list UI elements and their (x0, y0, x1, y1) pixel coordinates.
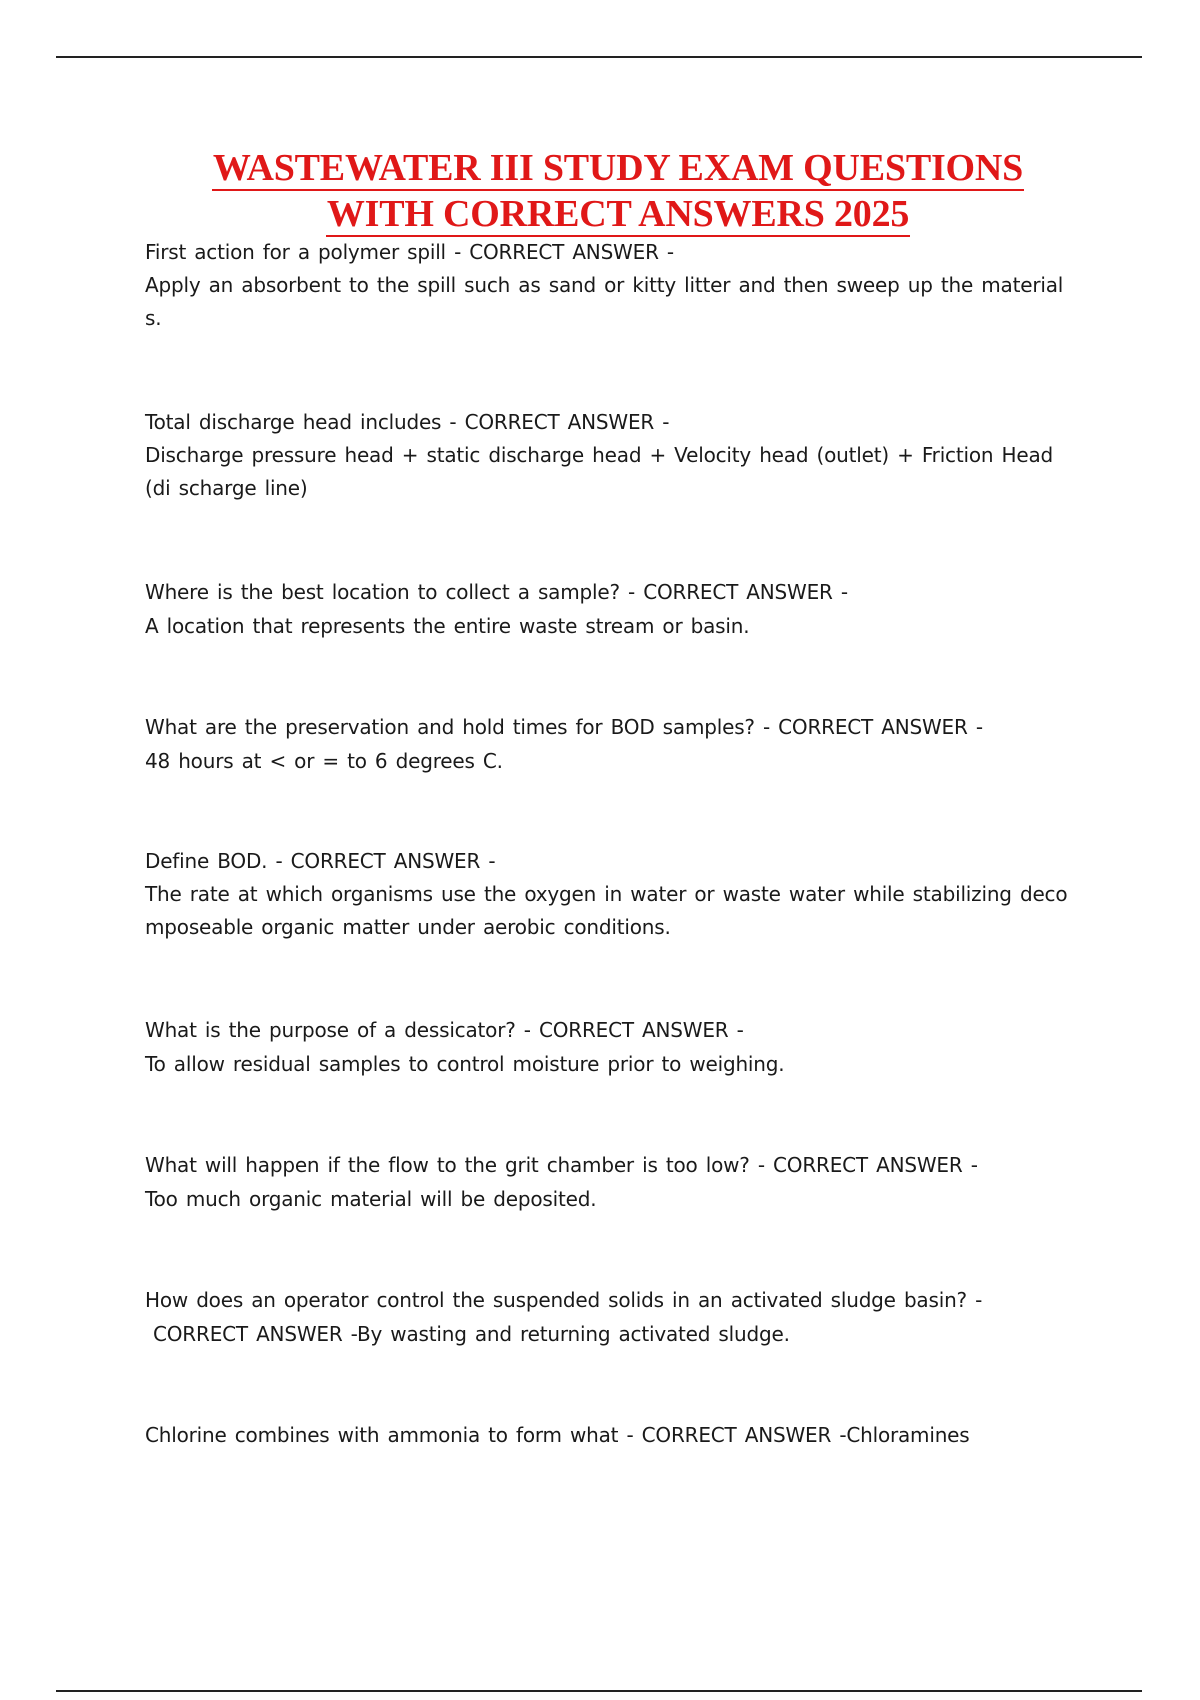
title-line-1: WASTEWATER III STUDY EXAM QUESTIONS (212, 147, 1024, 189)
qa-item (145, 405, 1080, 505)
qa-item (145, 575, 1080, 643)
question-text: What are the preservation and hold times for BOD samples? - CORRECT ANSWER - (145, 715, 983, 739)
answer-text: Apply an absorbent to the spill such as sand or kitty litter and then sweep up the material s. (145, 273, 1064, 330)
answer-text: Too much organic material will be deposited. (145, 1187, 597, 1211)
question-text: Chlorine combines with ammonia to form what - CORRECT ANSWER -Chloramines (145, 1423, 970, 1447)
qa-item (145, 844, 1080, 944)
question-text: What will happen if the flow to the grit chamber is too low? - CORRECT ANSWER - (145, 1153, 978, 1177)
answer-text: 48 hours at < or = to 6 degrees C. (145, 749, 503, 773)
answer-text: CORRECT ANSWER -By wasting and returning activated sludge. (153, 1322, 790, 1346)
answer-text: The rate at which organisms use the oxygen in water or waste water while stabilizing deco mposeable organic matter under aerobic conditions. (145, 882, 1068, 939)
qa-item (145, 1013, 1080, 1081)
qa-item (145, 1418, 1080, 1452)
question-text: Where is the best location to collect a sample? - CORRECT ANSWER - (145, 580, 848, 604)
qa-item (145, 710, 1080, 778)
answer-text: Discharge pressure head + static discharge head + Velocity head (outlet) + Friction Head (di scharge line) (145, 443, 1054, 500)
question-text: Total discharge head includes - CORRECT ANSWER - (145, 410, 670, 434)
title-line-2: WITH CORRECT ANSWERS 2025 (326, 193, 910, 235)
qa-item (145, 1283, 1080, 1351)
answer-text: To allow residual samples to control moisture prior to weighing. (145, 1052, 785, 1076)
question-text: Define BOD. - CORRECT ANSWER - (145, 849, 496, 873)
answer-text: A location that represents the entire waste stream or basin. (145, 614, 750, 638)
qa-item (145, 235, 1080, 335)
question-text: First action for a polymer spill - CORRECT ANSWER - (145, 240, 674, 264)
qa-item (145, 1148, 1080, 1216)
top-rule (56, 56, 1142, 58)
bottom-rule (56, 1690, 1142, 1692)
question-text: How does an operator control the suspended solids in an activated sludge basin? - (145, 1288, 983, 1312)
document-title (150, 145, 1086, 237)
question-text: What is the purpose of a dessicator? - CORRECT ANSWER - (145, 1018, 744, 1042)
